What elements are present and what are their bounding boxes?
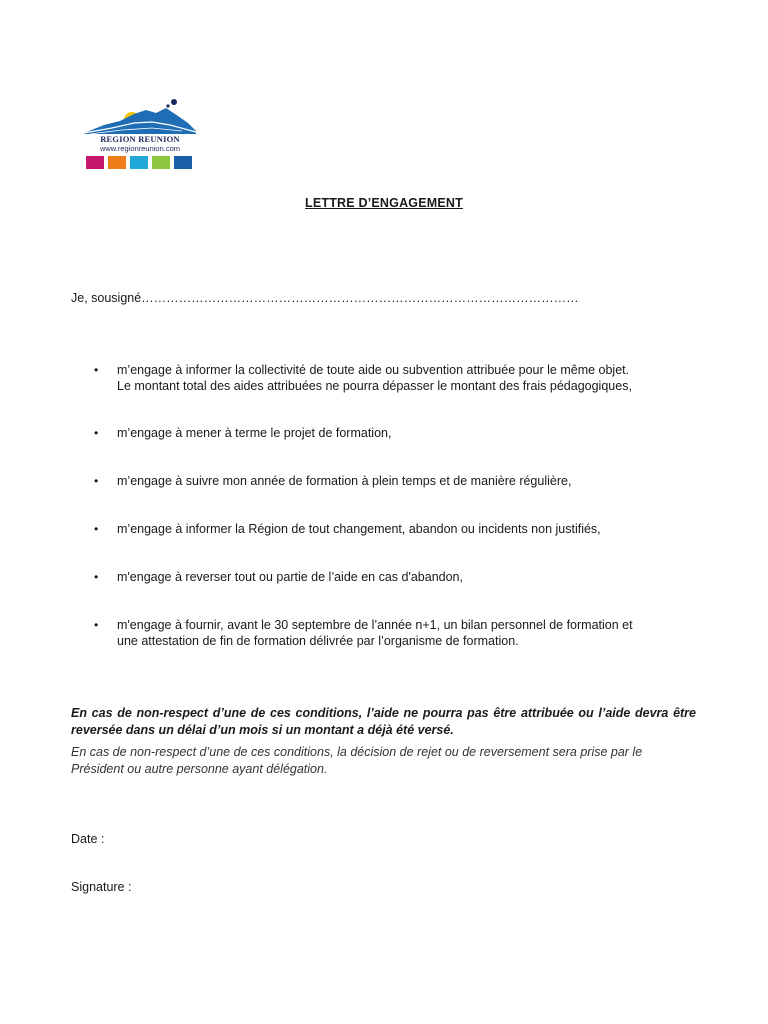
logo-square [174,156,192,169]
commitments-list [71,362,701,649]
list-item [71,362,701,394]
logo-color-squares [86,156,192,169]
logo-square [130,156,148,169]
commitment-text: m’engage à informer la Région de tout changement, abandon ou incidents non justifiés, [117,522,601,536]
commitment-text: m’engage à informer la collectivité de toute aide ou subvention attribuée pour le même objet. [117,363,630,377]
commitment-text: m’engage à mener à terme le projet de formation, [117,426,392,440]
logo-name: REGION REUNION [100,134,180,144]
bullet-icon: • [94,426,99,440]
bullet-icon: • [94,363,99,377]
commitment-text: m'engage à reverser tout ou partie de l’aide en cas d'abandon, [117,570,463,584]
date-label: Date : [71,832,105,846]
logo-square [86,156,104,169]
signature-label: Signature : [71,880,132,894]
list-item [71,617,701,649]
document-title: LETTRE D’ENGAGEMENT [305,196,463,210]
region-reunion-logo [82,92,198,174]
commitment-text: une attestation de fin de formation délivrée par l’organisme de formation. [117,634,519,648]
list-item [71,473,701,489]
commitment-text: m’engage à suivre mon année de formation à plein temps et de manière régulière, [117,474,572,488]
mountain-logo-icon [82,92,198,136]
list-item [71,425,701,441]
commitment-text: m'engage à fournir, avant le 30 septembre de l’année n+1, un bilan personnel de formation et [117,618,633,632]
logo-square [152,156,170,169]
bullet-icon: • [94,618,99,632]
bullet-icon: • [94,570,99,584]
bullet-icon: • [94,522,99,536]
warning-paragraph: En cas de non-respect d’une de ces conditions, l’aide ne pourra pas être attribuée ou l’aide devra être reversée dans un délai d’un mois si un montant a déjà été versé. [71,706,696,737]
declarant-line: Je, sousigné…………………………………………………………………………………………… [71,291,579,305]
logo-url: www.regionreunion.com [99,144,181,153]
list-item [71,521,701,537]
note-paragraph: En cas de non-respect d’une de ces conditions, la décision de rejet ou de reversement sera prise par le Président ou autre personne ayant délégation. [71,745,643,776]
commitment-text: Le montant total des aides attribuées ne pourra dépasser le montant des frais pédagogiques, [117,379,632,393]
list-item [71,569,701,585]
bullet-icon: • [94,474,99,488]
logo-square [108,156,126,169]
